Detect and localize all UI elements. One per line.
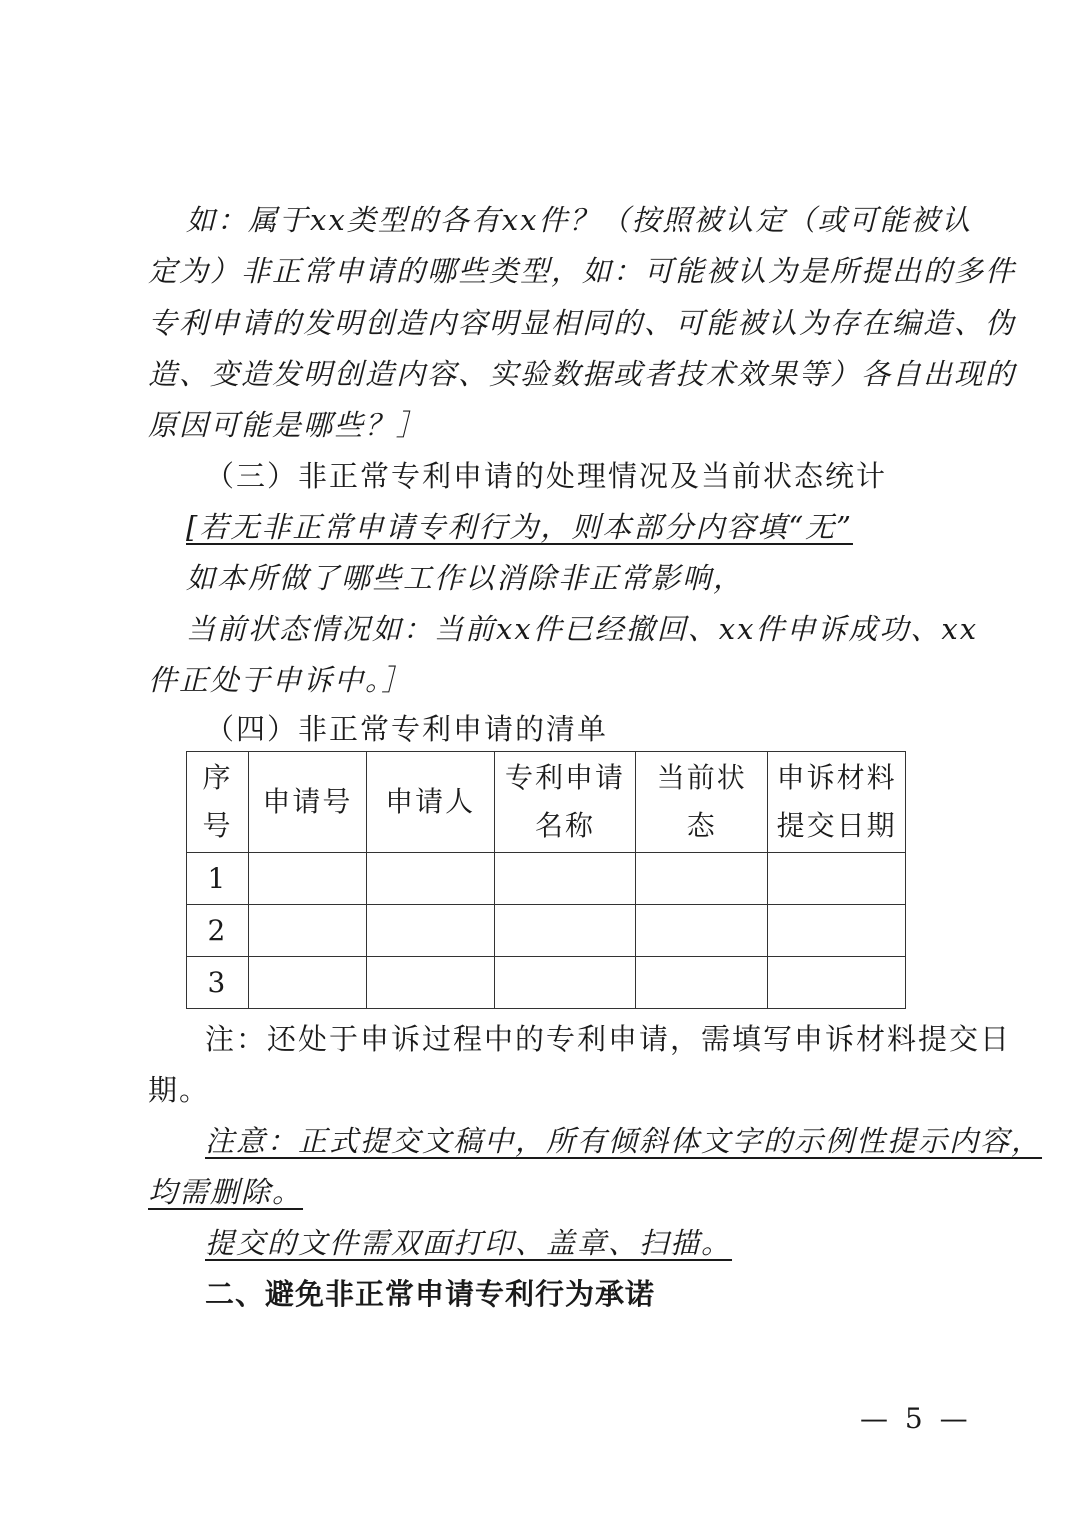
header-application-name: 专利申请 名称	[494, 752, 636, 853]
table-cell	[366, 853, 494, 905]
table-cell	[494, 905, 636, 957]
table-cell	[636, 905, 768, 957]
attention-line: 均需删除。	[148, 1175, 304, 1209]
attention-line: 注意：正式提交文稿中，所有倾斜体文字的示例性提示内容，	[205, 1124, 1043, 1158]
table-cell: 1	[187, 853, 249, 905]
table-cell: 3	[187, 957, 249, 1009]
submit-note: 提交的文件需双面打印、盖章、扫描。	[205, 1226, 733, 1260]
note-line: 注：还处于申诉过程中的专利申请，需填写申诉材料提交日	[205, 1022, 1012, 1056]
paragraph-line: 专利申请的发明创造内容明显相同的、可能被认为存在编造、伪	[148, 306, 1017, 340]
table-cell	[636, 957, 768, 1009]
paragraph-line: 原因可能是哪些？］	[148, 408, 428, 442]
table-cell	[636, 853, 768, 905]
header-appeal-date: 申诉材料 提交日期	[768, 752, 906, 853]
paragraph-line: 当前状态情况如：当前xx件已经撤回、xx件申诉成功、xx	[186, 612, 979, 646]
abnormal-application-table	[186, 751, 906, 1009]
paragraph-line: 件正处于申诉中。］	[148, 663, 413, 697]
header-application-number: 申请号	[248, 752, 366, 853]
table-cell	[366, 905, 494, 957]
note-line: 期。	[148, 1073, 211, 1107]
table-cell	[768, 853, 906, 905]
table-cell	[248, 905, 366, 957]
table-header-row	[187, 752, 906, 853]
table-cell	[366, 957, 494, 1009]
section-heading-2: 二、避免非正常申请专利行为承诺	[205, 1277, 656, 1311]
table-cell	[494, 957, 636, 1009]
table-row	[187, 957, 906, 1009]
hint-line: [若无非正常申请专利行为，则本部分内容填“无”	[186, 510, 853, 544]
section-title-3: （三）非正常专利申请的处理情况及当前状态统计	[205, 459, 888, 493]
table-row	[187, 905, 906, 957]
paragraph-line: 造、变造发明创造内容、实验数据或者技术效果等）各自出现的	[148, 357, 1017, 391]
header-applicant: 申请人	[366, 752, 494, 853]
table-cell	[494, 853, 636, 905]
paragraph-line: 如本所做了哪些工作以消除非正常影响，	[186, 561, 745, 595]
table-cell	[768, 957, 906, 1009]
table-cell: 2	[187, 905, 249, 957]
paragraph-line: 定为）非正常申请的哪些类型，如：可能被认为是所提出的多件	[148, 254, 1017, 288]
page-number: — 5 —	[860, 1402, 972, 1435]
section-title-4: （四）非正常专利申请的清单	[205, 712, 609, 746]
header-serial: 序 号	[187, 752, 249, 853]
header-current-status: 当前状 态	[636, 752, 768, 853]
table-cell	[248, 853, 366, 905]
table-row	[187, 853, 906, 905]
table-cell	[768, 905, 906, 957]
table-cell	[248, 957, 366, 1009]
paragraph-line: 如：属于xx类型的各有xx件？（按照被认定（或可能被认	[186, 203, 973, 237]
